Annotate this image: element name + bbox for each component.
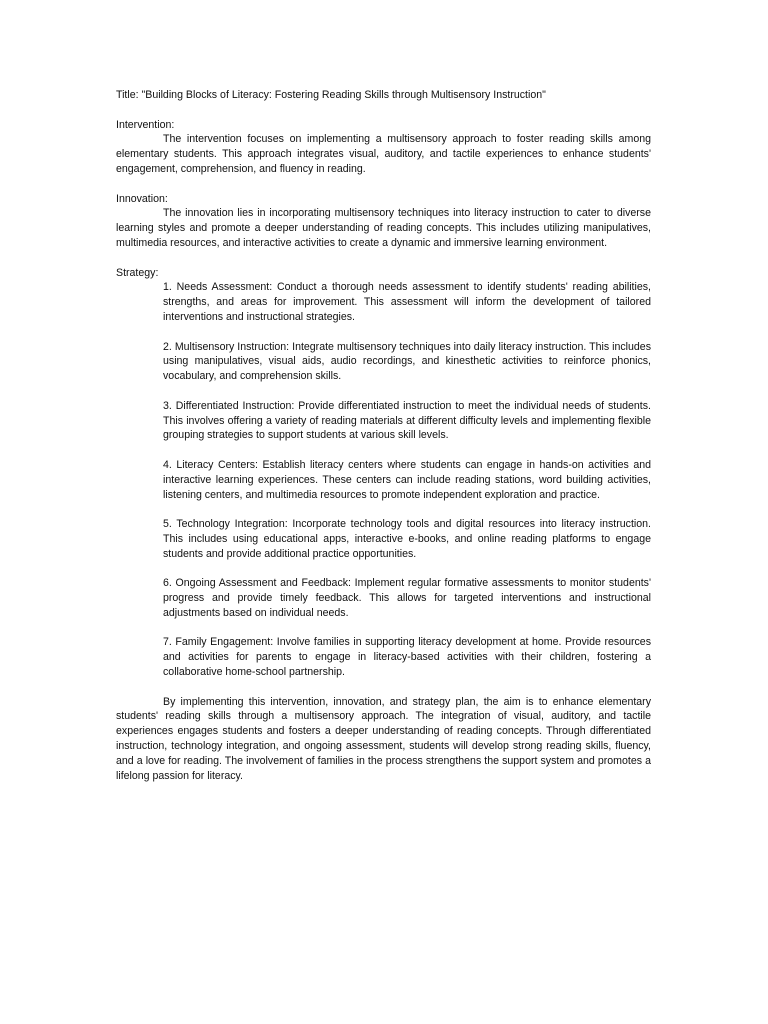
strategy-list [116,280,651,680]
strategy-item-multisensory-instruction: 2. Multisensory Instruction: Integrate multisensory techniques into daily literacy instruction. This includes using manipulatives, visual aids, audio recordings, and kinesthetic activities to reinforce phonics, vocabulary, and comprehension skills. [163,340,651,383]
intervention-heading: Intervention: [116,118,175,131]
intervention-paragraph: The intervention focuses on implementing a multisensory approach to foster reading skills among elementary students. This approach integrates visual, auditory, and tactile experiences to enhance students' engagement, comprehension, and fluency in reading. [116,133,651,175]
strategy-item-family-engagement: 7. Family Engagement: Involve families in supporting literacy development at home. Provide resources and activities for parents to engage in literacy-based activities with their children, fostering a collaborative home-school partnership. [163,636,651,679]
strategy-heading: Strategy: [116,266,159,279]
conclusion-paragraph: By implementing this intervention, innovation, and strategy plan, the aim is to enhance elementary students' reading skills through a multisensory approach. The integration of visual, auditory, and tactile experiences engages students and fosters a deeper understanding of reading concepts. Through differentiated instruction, technology integration, and ongoing assessment, students will develop strong reading skills, fluency, and a love for reading. The involvement of families in the process strengthens the support system and promotes a lifelong passion for literacy. [116,695,651,782]
strategy-item-needs-assessment: 1. Needs Assessment: Conduct a thorough needs assessment to identify students' reading abilities, strengths, and areas for improvement. This assessment will inform the development of tailored interventions and instructional strategies. [163,281,651,323]
strategy-item-technology-integration: 5. Technology Integration: Incorporate technology tools and digital resources into literacy instruction. This includes using educational apps, interactive e-books, and online reading platforms to engage students and provide additional practice opportunities. [163,518,651,560]
strategy-item-differentiated-instruction: 3. Differentiated Instruction: Provide differentiated instruction to meet the individual needs of students. This involves offering a variety of reading materials at different difficulty levels and implementing flexible grouping strategies to support students at various skill levels. [163,399,651,442]
innovation-paragraph: The innovation lies in incorporating multisensory techniques into literacy instruction to cater to diverse learning styles and promote a deeper understanding of reading concepts. This includes utilizing manipulatives, multimedia resources, and interactive activities to create a dynamic and immersive learning environment. [116,207,651,249]
innovation-heading: Innovation: [116,192,168,205]
strategy-item-literacy-centers: 4. Literacy Centers: Establish literacy centers where students can engage in hands-on activities and interactive learning experiences. These centers can include reading stations, word building activities, listening centers, and multimedia resources to promote independent exploration and practice. [163,458,651,501]
document-title: Title: "Building Blocks of Literacy: Fostering Reading Skills through Multisensory Instruction" [116,89,546,101]
strategy-item-ongoing-assessment: 6. Ongoing Assessment and Feedback: Implement regular formative assessments to monitor students' progress and provide timely feedback. This allows for targeted interventions and instructional adjustments based on individual needs. [163,577,651,619]
document-body [116,88,651,783]
